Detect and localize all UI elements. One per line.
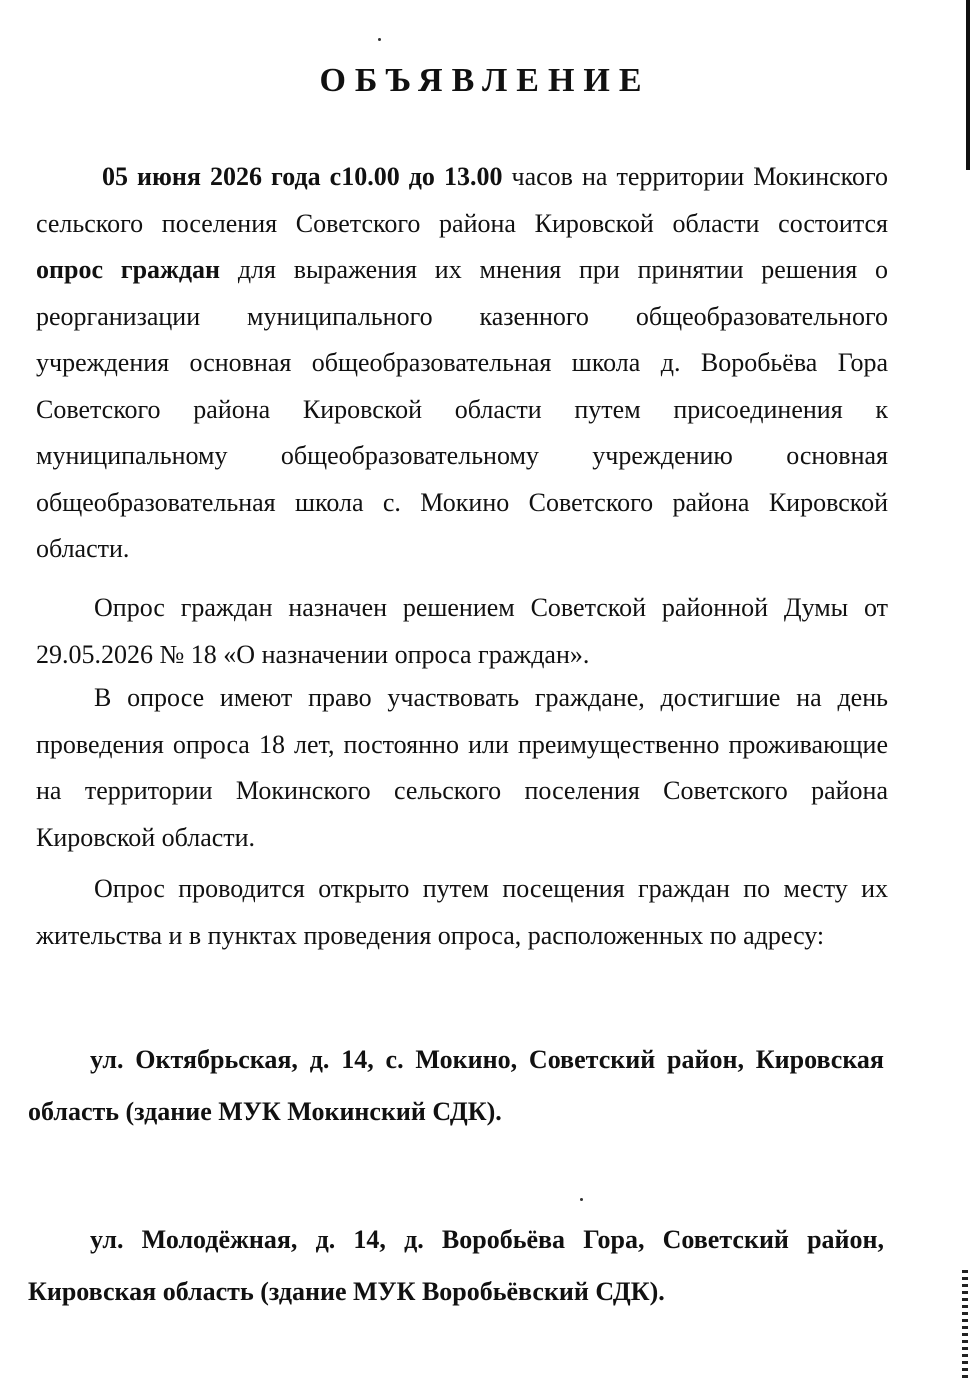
announcement-paragraph-decision: Опрос граждан назначен решением Советской районной Думы от 29.05.2026 № 18 «О назначении опроса граждан». — [36, 593, 888, 669]
announcement-title: ОБЪЯВЛЕНИЕ — [319, 62, 651, 99]
announcement-paragraph-procedure: Опрос проводится открыто путем посещения граждан по месту их жительства и в пунктах проведения опроса, расположенных по адресу: — [36, 874, 888, 950]
paragraph-text: для выражения их мнения при принятии решения о реорганизации муниципального казенного общеобразовательного учреждения основная общеобразовательная школа д. Воробьёва Гора Советского района Кировской области путем присоединения к муниципальному общеобразовательному учреждению основная общеобразовательная школа с. Мокино Советского района Кировской области. — [36, 255, 888, 563]
scan-speck — [378, 38, 381, 41]
scan-speck — [580, 1198, 583, 1201]
survey-date-time: 05 июня 2026 года с10.00 до 13.00 — [102, 162, 503, 191]
announcement-paragraph-main — [36, 154, 888, 573]
paragraph-text: часов на территории Мокинского сельского поселения Советского района Кировской области состоится — [36, 162, 888, 238]
polling-address-1: ул. Октябрьская, д. 14, с. Мокино, Советский район, Кировская область (здание МУК Мокинский СДК). — [28, 1045, 884, 1126]
polling-address-2: ул. Молодёжная, д. 14, д. Воробьёва Гора, Советский район, Кировская область (здание МУК Воробьёвский СДК). — [28, 1225, 884, 1306]
scan-edge-mark — [962, 1270, 968, 1380]
survey-emphasis: опрос граждан — [36, 255, 221, 284]
announcement-paragraph-eligibility: В опросе имеют право участвовать граждане, достигшие на день проведения опроса 18 лет, постоянно или преимущественно проживающие на территории Мокинского сельского поселения Советского района Кировской области. — [36, 683, 888, 852]
